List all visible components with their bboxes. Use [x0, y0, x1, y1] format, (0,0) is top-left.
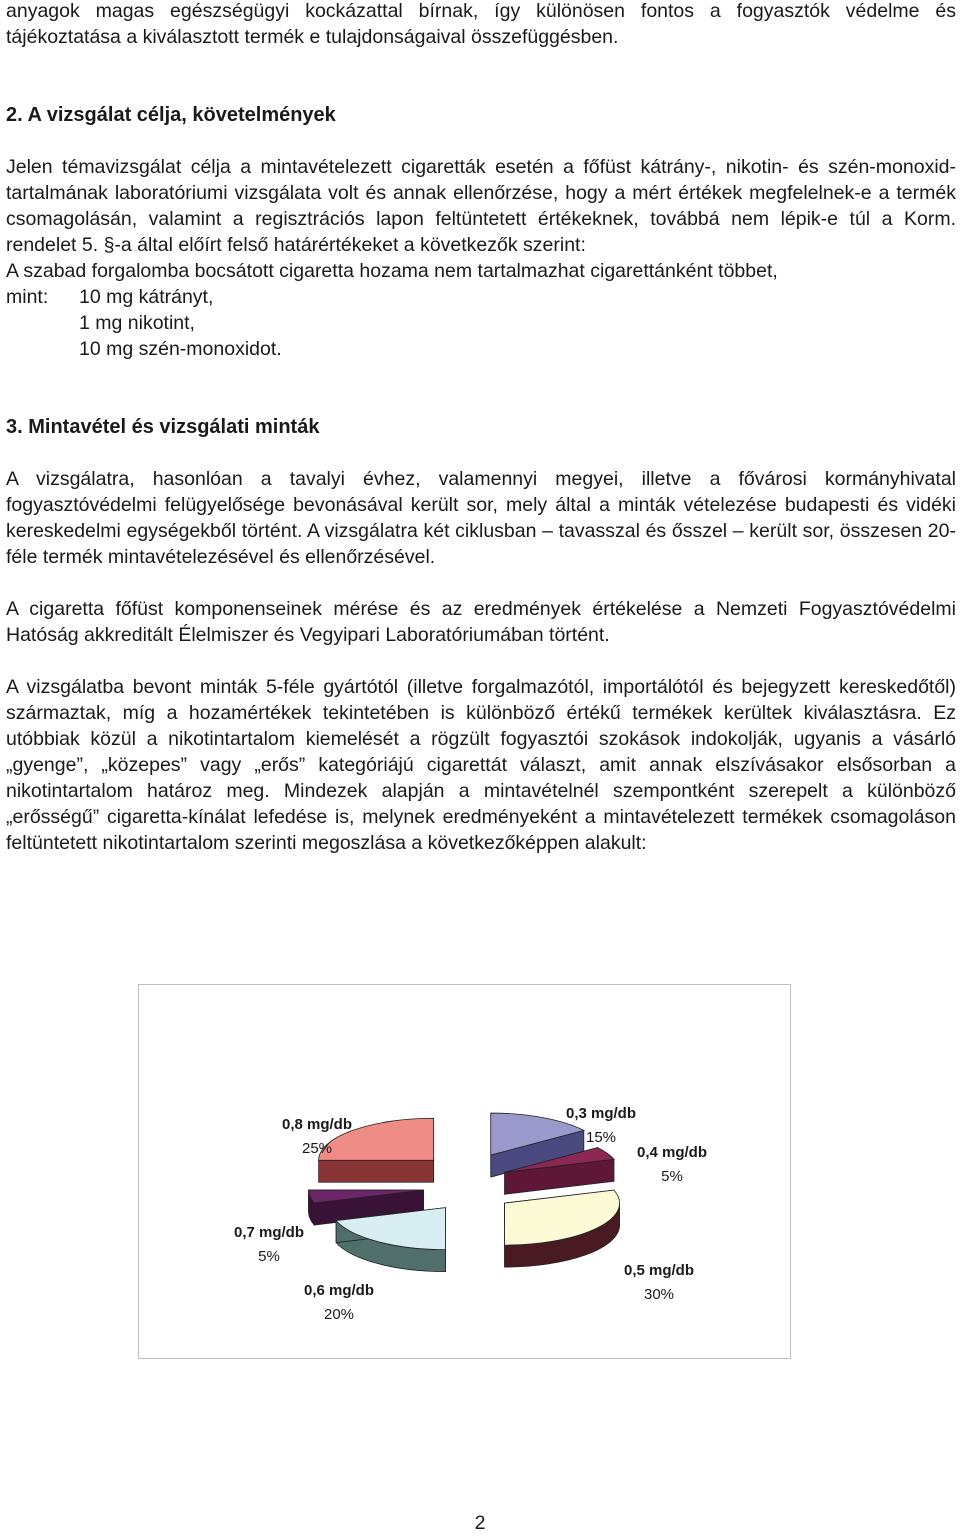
pie-slice-2: [505, 1190, 620, 1267]
pie-category-label-0: 0,3 mg/db: [565, 1105, 637, 1122]
document-page: [6, 0, 956, 856]
limit-label: mint:: [6, 286, 49, 308]
pie-slice-wall-5-0: [319, 1160, 434, 1182]
section-3-paragraph-3: A vizsgálatba bevont minták 5-féle gyártótól (illetve forgalmazótól, importálótól és bejegyzett kereskedőtől) származtak, míg a hozamértékek tekintetében is különböző értékű termékek kerültek kiválasztásra. Ez utóbbiak közül a nikotintartalom kiemelését a rögzült fogyasztói szokások indokolják, ugyanis a vásárló „gyenge”, „közepes” vagy „erős” kategóriájú cigarettát választ, amit annak elszívásakor elsősorban a nikotintartalom határoz meg. Mindezek alapján a mintavételnél szempontként szerepelt a különböző „erősségű” cigaretta-kínálat lefedése is, melynek eredményeként a mintavételezett termékek csomagoláson feltüntetett nikotintartalom szerinti megoszlása a következőképpen alakult:: [6, 676, 956, 854]
pie-percent-label-2: 30%: [643, 1286, 675, 1303]
pie-category-label-4: 0,7 mg/db: [233, 1224, 305, 1241]
limit-values-table: [6, 284, 282, 362]
limit-sentence: A szabad forgalomba bocsátott cigaretta hozama nem tartalmazhat cigarettánként többet,: [6, 260, 778, 282]
pie-percent-label-3: 20%: [323, 1306, 355, 1323]
limit-co: 10 mg szén-monoxidot.: [79, 338, 282, 360]
section-2-paragraph: Jelen témavizsgálat célja a mintavételezett cigaretták esetén a főfüst kátrány-, nikotin- és szén-monoxid-tartalmának laboratóriumi vizsgálata volt és annak ellenőrzése, hogy a mért értékek megfelelnek-e a termék csomagolásán, valamint a regisztrációs lapon feltüntetett értékeknek, továbbá nem lépik-e túl a Korm. rendelet 5. §-a által előírt felső határértékeket a következők szerint:: [6, 156, 956, 256]
section-3-paragraph-1: A vizsgálatra, hasonlóan a tavalyi évhez, valamennyi megyei, illetve a fővárosi kormányhivatal fogyasztóvédelmi felügyelősége bevonásával került sor, mely által a minták vételezése budapesti és vidéki kereskedelmi egységekből történt. A vizsgálatra két ciklusban – tavasszal és ősszel – került sor, összesen 20-féle termék mintavételezésével és ellenőrzésével.: [6, 468, 956, 568]
pie-percent-label-4: 5%: [258, 1248, 280, 1265]
section-3-paragraph-2: A cigaretta főfüst komponenseinek mérése és az eredmények értékelése a Nemzeti Fogyasztóvédelmi Hatóság akkreditált Élelmiszer és Vegyipari Laboratóriumában történt.: [6, 598, 956, 646]
pie-category-label-1: 0,4 mg/db: [636, 1144, 708, 1161]
intro-paragraph: anyagok magas egészségügyi kockázattal bírnak, így különösen fontos a fogyasztók védelme és tájékoztatása a kiválasztott termék e tulajdonságaival összefüggésben.: [6, 0, 956, 48]
pie-category-label-3: 0,6 mg/db: [303, 1282, 375, 1299]
pie-percent-label-5: 25%: [301, 1140, 333, 1157]
pie-percent-label-0: 15%: [585, 1129, 617, 1146]
pie-category-label-5: 0,8 mg/db: [281, 1116, 353, 1133]
page-number: 2: [474, 1512, 486, 1534]
limit-tar: 10 mg kátrányt,: [79, 286, 214, 308]
section-3-heading: 3. Mintavétel és vizsgálati minták: [6, 416, 320, 438]
limit-nicotine: 1 mg nikotint,: [79, 312, 195, 334]
nicotine-distribution-chart: [138, 984, 791, 1359]
pie-percent-label-1: 5%: [661, 1168, 683, 1185]
section-2-heading: 2. A vizsgálat célja, követelmények: [6, 104, 336, 126]
pie-chart-svg: [139, 985, 790, 1358]
pie-category-label-2: 0,5 mg/db: [623, 1262, 695, 1279]
